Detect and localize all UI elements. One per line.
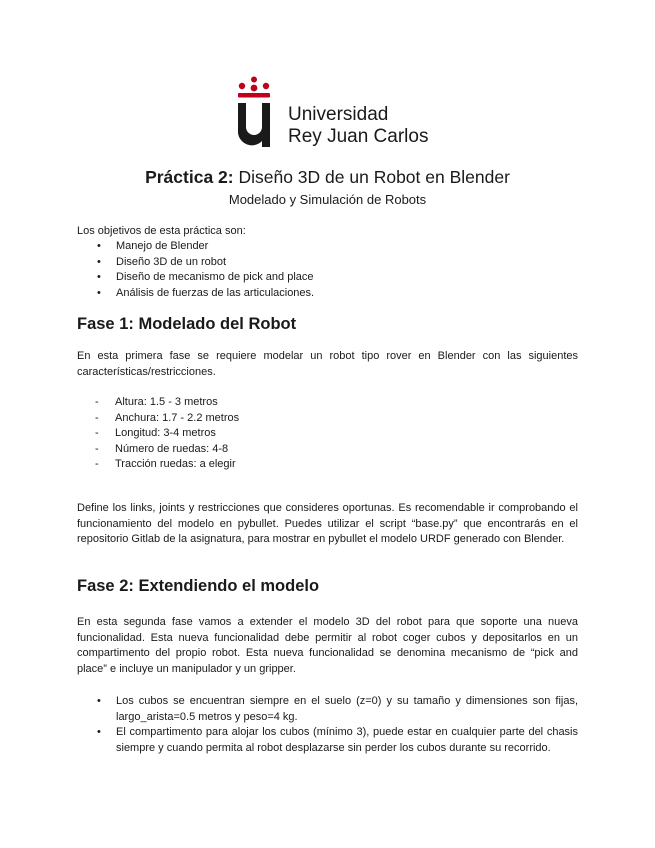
dash-icon: - bbox=[95, 427, 99, 439]
fase1-paragraph-2: Define los links, joints y restricciones que consideres oportunas. Es recomendable ir comprobando el funcionamiento del modelo en pybullet. Puedes utilizar el script “base.py” que encontrarás en el repositorio Gitlab de la asignatura, para mostrar en pybullet el modelo URDF generado con Blender. bbox=[77, 502, 578, 545]
list-item: • Análisis de fuerzas de las articulaciones. bbox=[97, 286, 314, 302]
page-title bbox=[0, 166, 655, 188]
dash-icon: - bbox=[95, 411, 99, 424]
list-item: - Longitud: 3-4 metros bbox=[95, 426, 239, 442]
fase2-heading: Fase 2: Extendiendo el modelo bbox=[77, 577, 320, 595]
list-item: • Los cubos se encuentran siempre en el suelo (z=0) y su tamaño y dimensiones son fijas, largo_arista=0.5 metros y peso=4 kg. bbox=[97, 695, 578, 723]
bullet-icon: • bbox=[97, 255, 101, 268]
list-item: • Diseño de mecanismo de pick and place bbox=[97, 270, 314, 286]
fase1-paragraph-1: En esta primera fase se requiere modelar un robot tipo rover en Blender con las siguientes características/restricciones. bbox=[77, 350, 578, 378]
dash-icon: - bbox=[95, 442, 99, 455]
logo-line-2: Rey Juan Carlos bbox=[288, 126, 429, 147]
bullet-icon: • bbox=[97, 271, 101, 283]
list-item: - Altura: 1.5 - 3 metros bbox=[95, 395, 239, 411]
title-bold: Práctica 2: bbox=[145, 167, 234, 187]
logo-line-1: Universidad bbox=[288, 104, 389, 125]
list-item: - Tracción ruedas: a elegir bbox=[95, 457, 239, 473]
intro-text: Los objetivos de esta práctica son: bbox=[77, 225, 246, 237]
list-item: • El compartimento para alojar los cubos (mínimo 3), puede estar en cualquier parte del chasis siempre y cuando permita al robot desplazarse sin perder los cubos durante su recorrido. bbox=[97, 726, 578, 754]
list-item: • Manejo de Blender bbox=[97, 239, 314, 255]
fase2-bullet-list bbox=[97, 694, 578, 756]
title-rest: Diseño 3D de un Robot en Blender bbox=[233, 167, 510, 187]
urjc-logo-icon bbox=[232, 76, 276, 148]
fase2-paragraph-1: En esta segunda fase vamos a extender el modelo 3D del robot para que soporte una nueva funcionalidad. Esta nueva funcionalidad debe permitir al robot coger cubos y depositarlos en un compartimento del propio robot. Esta nueva funcionalidad se denomina mecanismo de “pick and place” e incluye un manipulador y un gripper. bbox=[77, 616, 578, 675]
fase1-heading: Fase 1: Modelado del Robot bbox=[77, 315, 297, 333]
list-item: • Diseño 3D de un robot bbox=[97, 255, 314, 271]
list-item: - Anchura: 1.7 - 2.2 metros bbox=[95, 411, 239, 427]
bullet-icon: • bbox=[97, 726, 101, 738]
page-subtitle: Modelado y Simulación de Robots bbox=[228, 192, 427, 207]
dash-icon: - bbox=[95, 396, 99, 408]
bullet-icon: • bbox=[97, 286, 101, 299]
objectives-list bbox=[97, 239, 314, 301]
list-item: - Número de ruedas: 4-8 bbox=[95, 442, 239, 458]
university-logo bbox=[232, 76, 432, 148]
bullet-icon: • bbox=[97, 240, 101, 252]
bullet-icon: • bbox=[97, 695, 101, 707]
dash-icon: - bbox=[95, 458, 99, 470]
logo-wordmark bbox=[288, 104, 428, 148]
specs-list bbox=[95, 395, 239, 473]
